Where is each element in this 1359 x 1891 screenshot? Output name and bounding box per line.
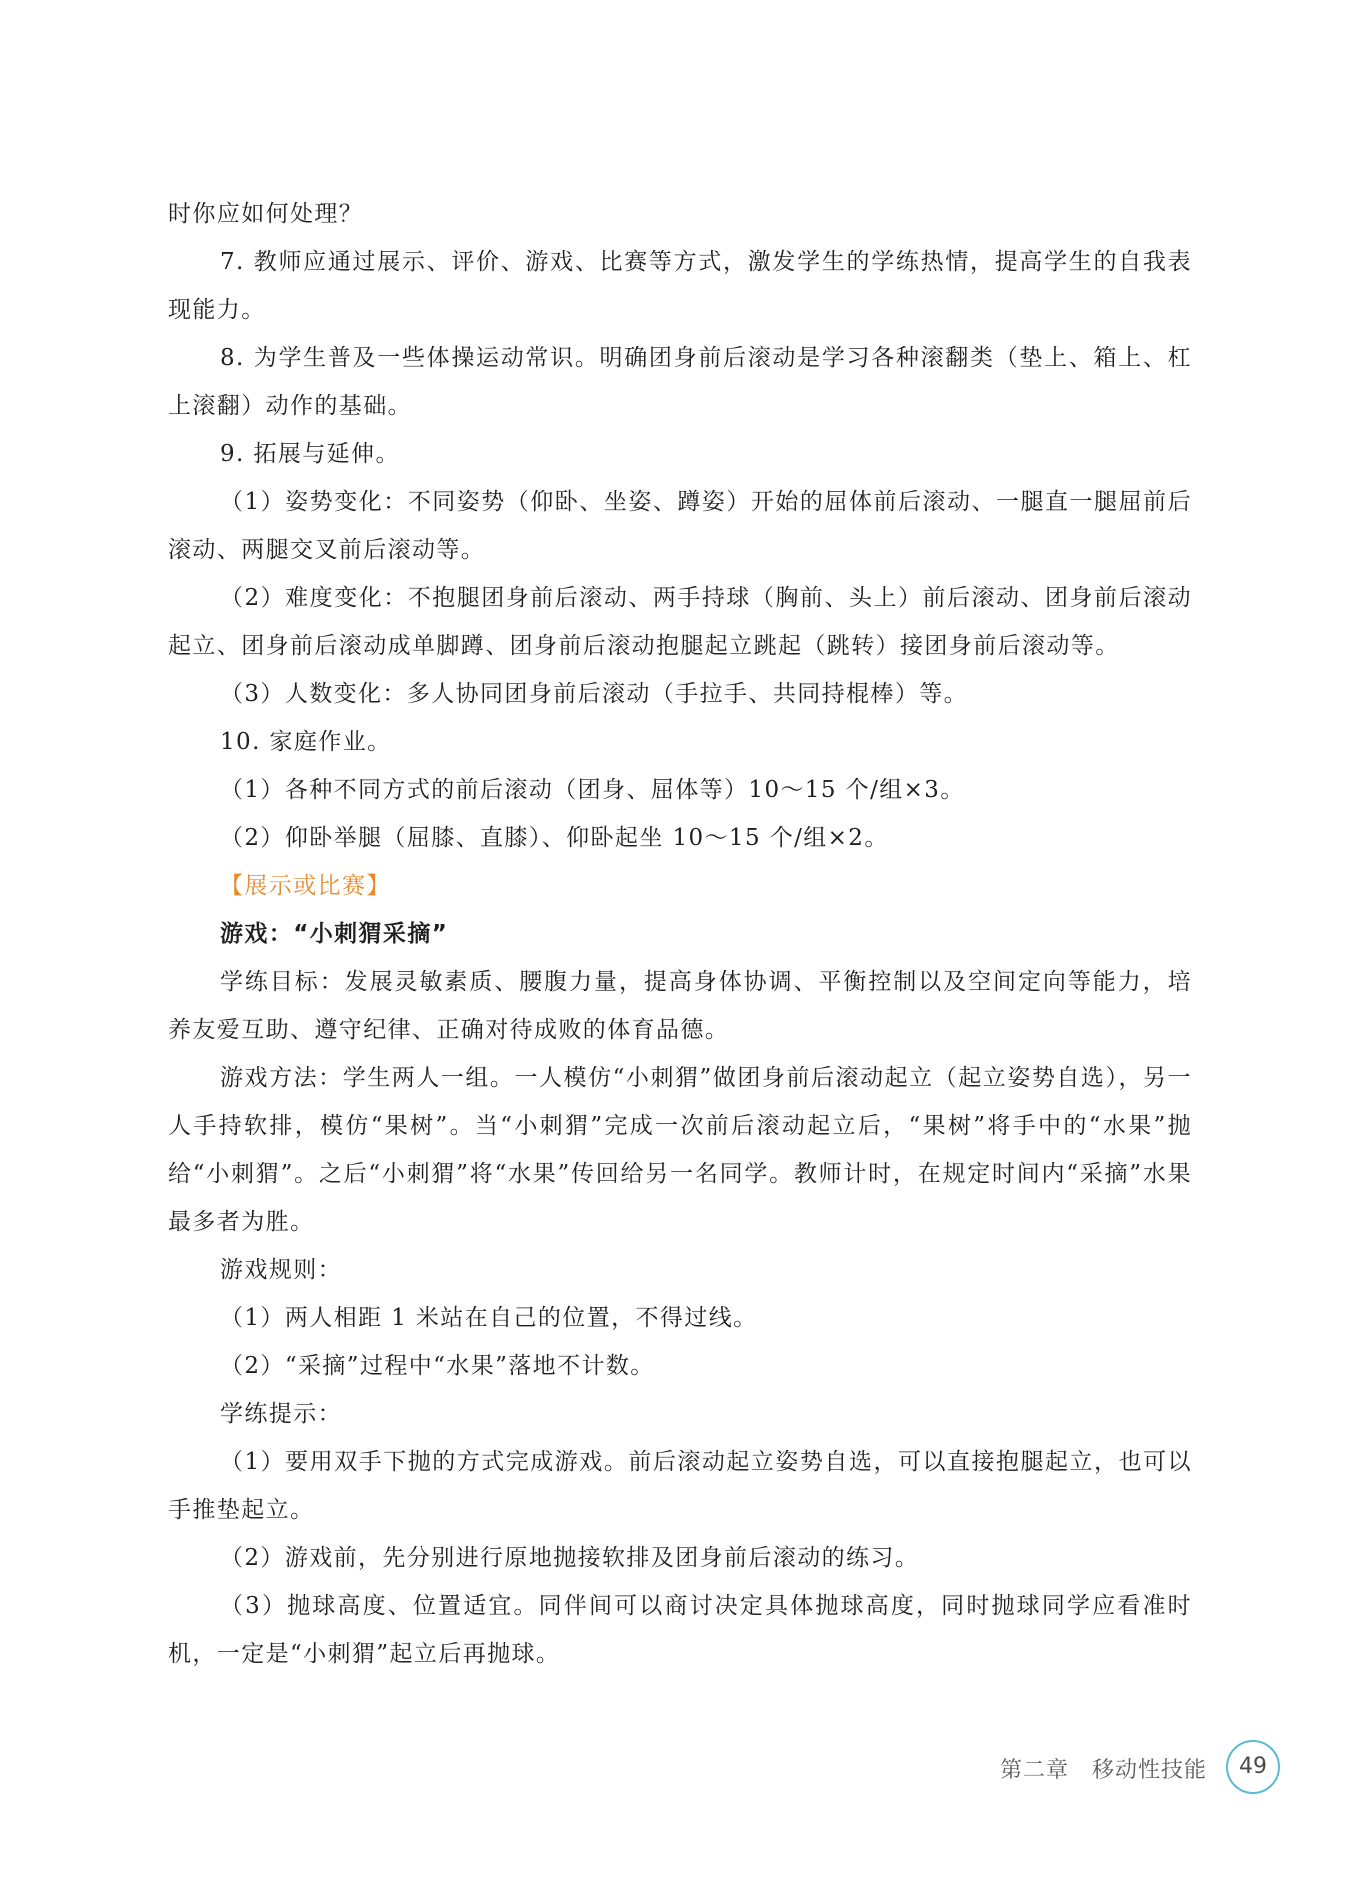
paragraph-item-8: 8. 为学生普及一些体操运动常识。明确团身前后滚动是学习各种滚翻类（垫上、箱上、杠上滚翻）动作的基础。 [168,345,1192,419]
paragraph-homework-2: （2）仰卧举腿（屈膝、直膝）、仰卧起坐 10～15 个/组×2。 [220,825,889,851]
footer-chapter-title: 第二章 移动性技能 [999,1758,1207,1783]
paragraph-tips-heading: 学练提示： [220,1401,342,1427]
paragraph-item-10: 10. 家庭作业。 [220,729,392,755]
paragraph-rule-2: （2）“采摘”过程中“水果”落地不计数。 [220,1353,655,1379]
paragraph-tip-3: （3）抛球高度、位置适宜。同伴间可以商讨决定具体抛球高度，同时抛球同学应看准时机，一定是“小刺猬”起立后再抛球。 [168,1593,1192,1667]
paragraph-item-9: 9. 拓展与延伸。 [220,441,400,467]
game-title: 游戏：“小刺猬采摘” [220,921,449,947]
paragraph-rules-heading: 游戏规则： [220,1257,342,1283]
paragraph-posture-variation: （1）姿势变化：不同姿势（仰卧、坐姿、蹲姿）开始的屈体前后滚动、一腿直一腿屈前后滚动、两腿交叉前后滚动等。 [168,489,1192,563]
paragraph-difficulty-variation: （2）难度变化：不抱腿团身前后滚动、两手持球（胸前、头上）前后滚动、团身前后滚动起立、团身前后滚动成单脚蹲、团身前后滚动抱腿起立跳起（跳转）接团身前后滚动等。 [168,585,1192,659]
paragraph-tip-2: （2）游戏前，先分别进行原地抛接软排及团身前后滚动的练习。 [220,1545,920,1571]
page-body [168,190,1192,1678]
paragraph-learning-goal: 学练目标：发展灵敏素质、腰腹力量，提高身体协调、平衡控制以及空间定向等能力，培养友爱互助、遵守纪律、正确对待成败的体育品德。 [168,969,1192,1043]
page-number: 49 [1226,1740,1280,1794]
paragraph-homework-1: （1）各种不同方式的前后滚动（团身、屈体等）10～15 个/组×3。 [220,777,965,803]
paragraph-continuation: 时你应如何处理？ [168,201,364,227]
paragraph-group-variation: （3）人数变化：多人协同团身前后滚动（手拉手、共同持棍棒）等。 [220,681,969,707]
paragraph-item-7: 7. 教师应通过展示、评价、游戏、比赛等方式，激发学生的学练热情，提高学生的自我表现能力。 [168,249,1192,323]
paragraph-tip-1: （1）要用双手下抛的方式完成游戏。前后滚动起立姿势自选，可以直接抱腿起立，也可以手推垫起立。 [168,1449,1192,1523]
section-heading: 【展示或比赛】 [220,873,391,899]
paragraph-game-method: 游戏方法：学生两人一组。一人模仿“小刺猬”做团身前后滚动起立（起立姿势自选），另一人手持软排，模仿“果树”。当“小刺猬”完成一次前后滚动起立后，“果树”将手中的“水果”抛给“小刺猬”。之后“小刺猬”将“水果”传回给另一名同学。教师计时，在规定时间内“采摘”水果最多者为胜。 [168,1065,1192,1235]
paragraph-rule-1: （1）两人相距 1 米站在自己的位置，不得过线。 [220,1305,758,1331]
